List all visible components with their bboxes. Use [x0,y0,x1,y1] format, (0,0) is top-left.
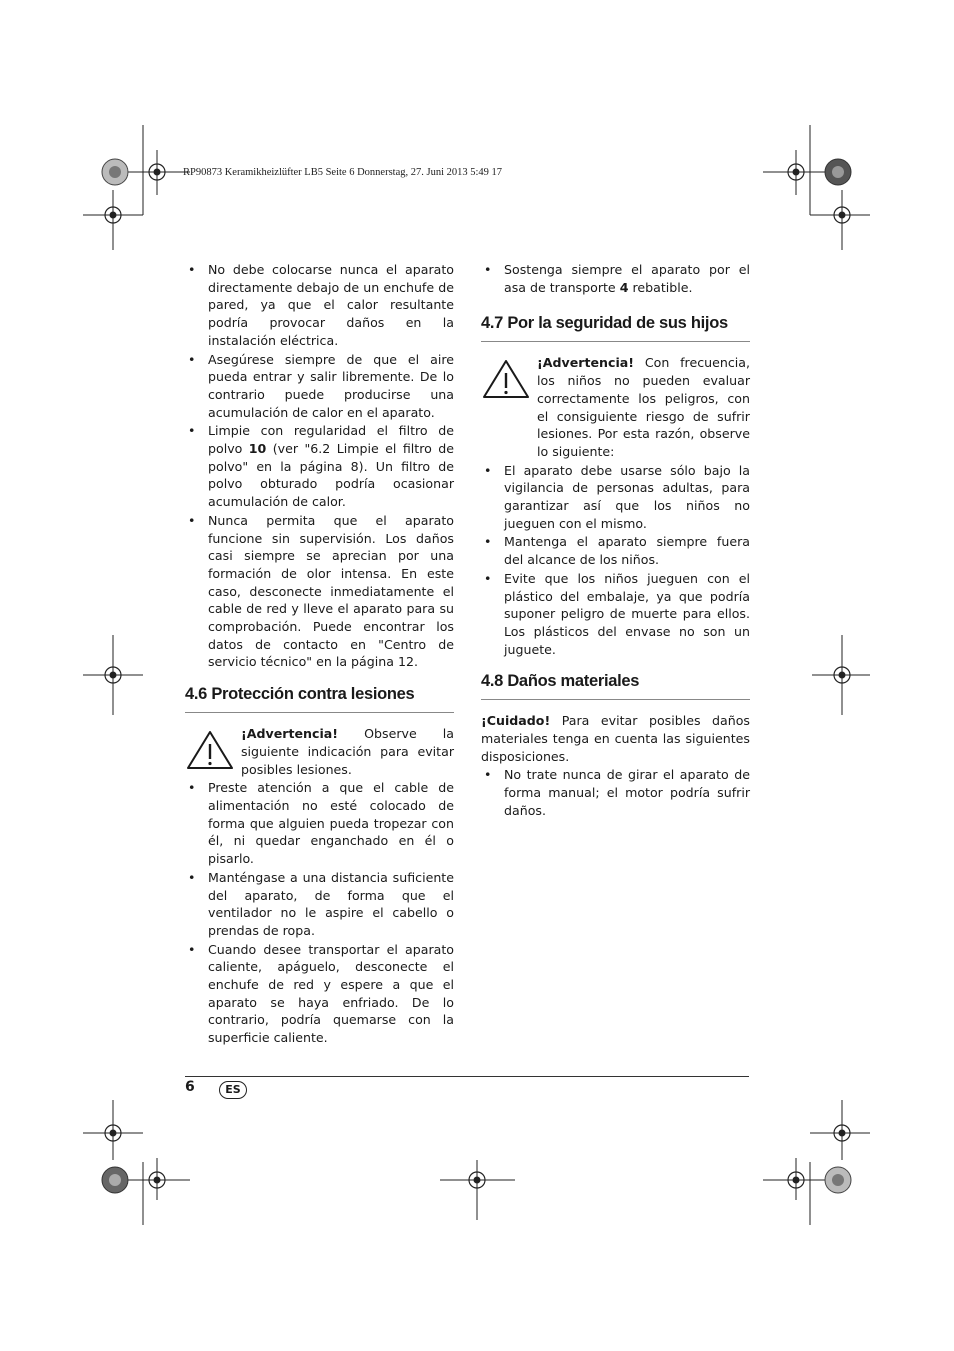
warning-block [185,725,454,778]
print-info: RP90873 Keramikheizlüfter LB5 Seite 6 Donnerstag, 27. Juni 2013 5:49 17 [183,167,503,178]
warning-block [481,354,750,460]
list-item: • El aparato debe usarse sólo bajo la vigilancia de personas adultas, para garantizar así que los niños no jueguen con el mismo. [481,462,750,533]
footer-divider [185,1076,749,1077]
list-item: • Evite que los niños jueguen con el plástico del embalaje, ya que podría suponer peligro de muerte para ellos. Los plásticos del envase no son un juguete. [481,570,750,659]
part-number: 10 [248,441,267,457]
warning-text: ¡Advertencia! Con frecuencia, los niños no pueden evaluar correctamente los peligros, con el consiguiente riesgo de sufrir lesiones. Por esta razón, observe lo siguiente: [537,355,750,459]
warning-triangle-icon [481,354,537,405]
section-heading-4-8: 4.8 Daños materiales [481,671,750,700]
warning-text: ¡Advertencia! Observe la siguiente indicación para evitar posibles lesiones. [241,726,454,777]
injury-list [185,779,454,1047]
section-heading-4-6: 4.6 Protección contra lesiones [185,684,454,713]
part-number: 4 [619,279,629,295]
damage-list [481,766,750,819]
children-list [481,462,750,659]
carry-list [481,261,750,296]
list-item: • Cuando desee transportar el aparato caliente, apáguelo, desconecte el enchufe de red y espere a que el aparato se haya enfriado. De lo contrario, podría quemarse con la superficie caliente. [185,941,454,1047]
list-item: • Asegúrese siempre de que el aire pueda entrar y salir libremente. De lo contrario puede producirse una acumulación de calor en el aparato. [185,351,454,422]
list-item: • Limpie con regularidad el filtro de polvo 10 (ver "6.2 Limpie el filtro de polvo" en la página 8). Un filtro de polvo obturado podría ocasionar acumulación de calor. [185,422,454,511]
list-item: • Sostenga siempre el aparato por el asa de transporte 4 rebatible. [481,261,750,296]
caution-label: ¡Cuidado! [481,713,551,729]
warning-label: ¡Advertencia! [241,726,339,742]
section-heading-4-7: 4.7 Por la seguridad de sus hijos [481,313,750,342]
list-item: • Manténgase a una distancia suficiente del aparato, de forma que el ventilador no le aspire el cabello o prendas de ropa. [185,869,454,940]
list-item: • Nunca permita que el aparato funcione sin supervisión. Los daños casi siempre se aprecian por una formación de olor intensa. En este caso, desconecte inmediatamente el cable de red y lleve el aparato para su comprobación. Puede encontrar los datos de contacto en "Centro de servicio técnico" en la página 12. [185,512,454,671]
right-column [481,261,750,821]
list-item: • Preste atención a que el cable de alimentación no esté colocado de forma que alguien pueda tropezar con él, ni quedar enganchado en él o pisarlo. [185,779,454,868]
warning-label: ¡Advertencia! [537,355,635,371]
language-badge: ES [219,1081,247,1099]
warning-triangle-icon [185,725,241,776]
list-item: • No trate nunca de girar el aparato de forma manual; el motor podría sufrir daños. [481,766,750,819]
list-item: • Mantenga el aparato siempre fuera del alcance de los niños. [481,533,750,568]
page-number: 6 [185,1079,195,1095]
list-item: • No debe colocarse nunca el aparato directamente debajo de un enchufe de pared, ya que el calor resultante podría provocar daños en la instalación eléctrica. [185,261,454,350]
intro-list [185,261,454,671]
left-column [185,261,454,1048]
caution-paragraph: ¡Cuidado! Para evitar posibles daños materiales tenga en cuenta las siguientes disposiciones. [481,713,750,764]
